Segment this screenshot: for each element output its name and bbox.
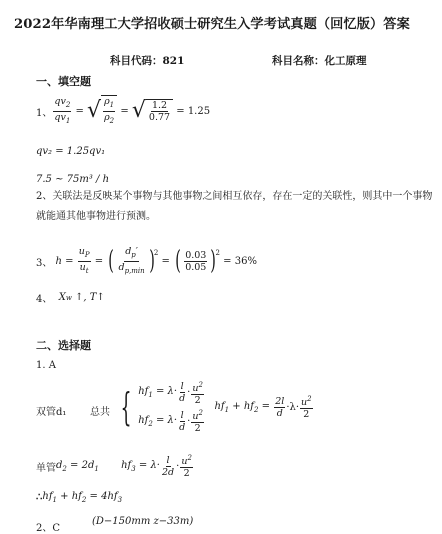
single-pipe-line: 单管 $d_2 = 2d_1$ $hf_3 = \lambda\cdot$ $\frac{l}{2d}$ · $\frac{u^2}{2}$ [36, 453, 192, 480]
q1-number-sqrt: √ $\frac{1.2}{0.77}$ [132, 99, 173, 123]
q1-formula: 1、 $\frac{qv_2}{qv_1}$ = √ $\frac{\rho_1}{\rho_2}$ = √ $\frac{1.2}{0.77}$ = 1.25 [36, 95, 211, 125]
section-choice-heading: 二、选择题 [36, 339, 91, 352]
answer-2-condition: (D−150mm z−33m) [92, 516, 194, 527]
total-label: 总共 [90, 407, 110, 418]
q2-paragraph: 2、关联法是反映某个事物与其他事物之间相互依存，存在一定的关联性，则其中一个事物就能通其他事物进行预测。 [36, 191, 433, 222]
subject-name: 科目名称：化工原理 [272, 55, 367, 67]
q4-tail: ↑, T↑ [75, 292, 105, 303]
q4-symbol: X [58, 292, 66, 303]
q1-flow-ratio: $\frac{qv_2}{qv_1}$ [54, 95, 71, 125]
therefore-symbol: ∴ [36, 492, 43, 503]
q1-line2: qv₂ = 1.25qv₁ [36, 146, 106, 157]
q1-density-sqrt: √ $\frac{\rho_1}{\rho_2}$ [87, 95, 117, 127]
q4-line: 4、 X w ↑, T↑ [36, 292, 105, 305]
single-pipe-label: 单管 [36, 462, 56, 474]
q3-result: = 36% [223, 255, 257, 267]
q1-number: 1、 [36, 107, 53, 119]
dual-pipe-equations: { $hf_1 = \lambda\cdot$ $\frac{l}{d}$ · $\frac{u^2}{2}$ $hf_2 = \lambda\cdot$ $\frac{l}{d}$ · $\frac{u^2}{2}$ $hf_1 + hf_2$ = $\frac{2l}{d}$ ·λ· $\frac{u^2}{2}$ [120, 380, 312, 435]
q3-number: 3、 [36, 257, 53, 269]
dual-pipe-label: 双管d₁ [36, 407, 67, 418]
answer-1: 1. A [36, 360, 56, 371]
section-fill-in-heading: 一、填空题 [36, 75, 91, 88]
q4-number: 4、 [36, 294, 53, 305]
page-title: 2022年华南理工大学招收硕士研究生入学考试真题（回忆版）答案 [14, 17, 410, 32]
q1-result: = 1.25 [176, 105, 211, 117]
answer-2: 2、C [36, 523, 61, 534]
q1-line3: 7.5 ~ 75m³ / h [36, 174, 110, 185]
therefore-line: ∴ $hf_1 + hf_2 = 4hf_3$ [36, 491, 123, 504]
q3-formula: 3、 h = $\frac{u_P}{u_t}$ = ( $\frac{d_p'}{d_{p,min}}$ ) 2 = ( $\frac{0.03}{0.05}$ ) 2 = 36% [36, 245, 257, 276]
subject-code: 科目代码：821 [110, 55, 185, 67]
